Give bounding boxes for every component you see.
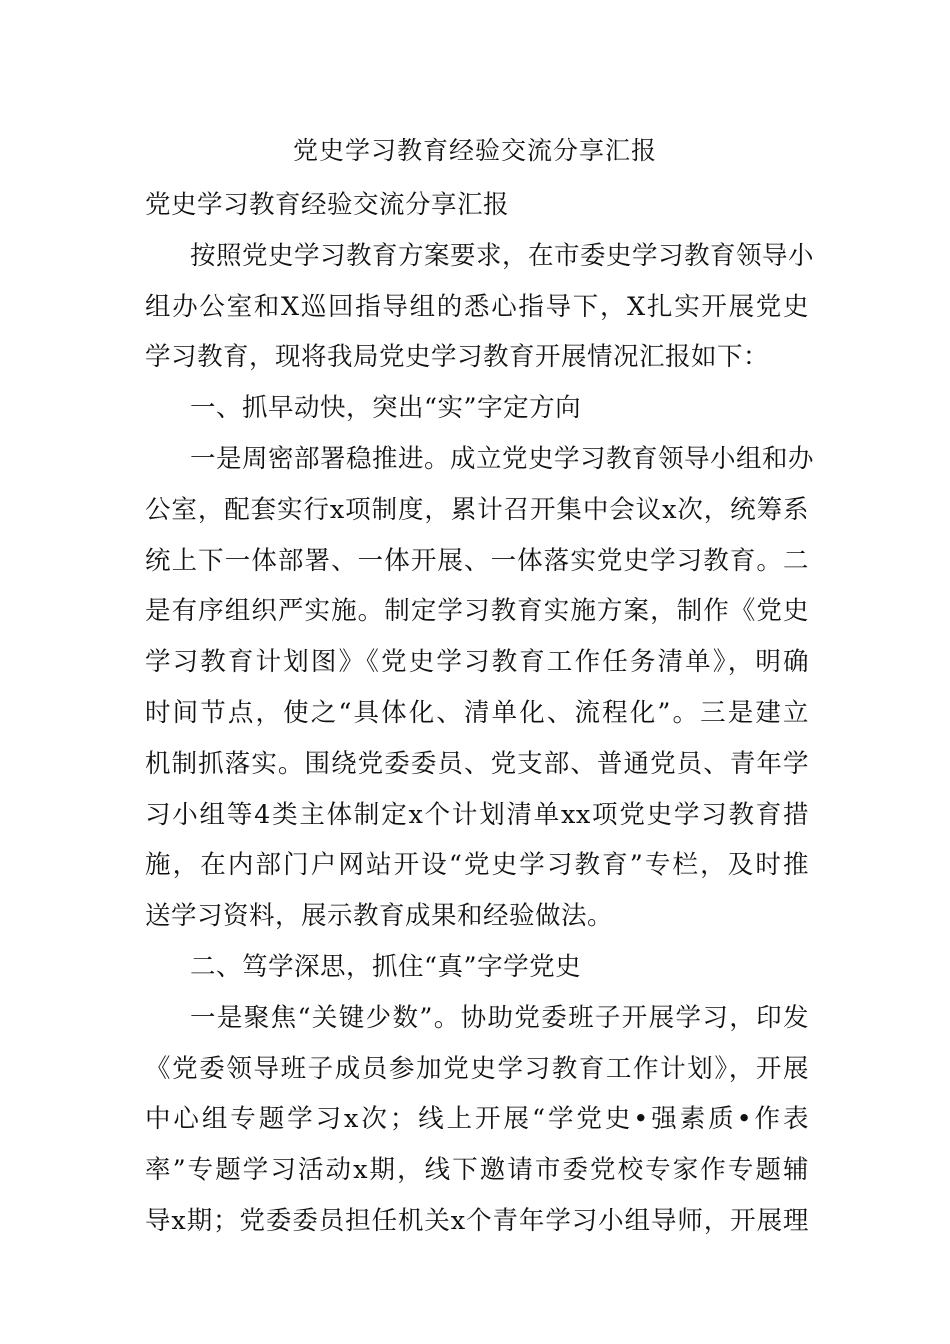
paragraph-line: 按照党史学习教育方案要求，在市委史学习教育领导小	[190, 240, 815, 271]
paragraph-line: 是有序组织严实施。制定学习教育实施方案，制作《党史	[145, 596, 809, 627]
document-body	[145, 180, 815, 1247]
paragraph-line: 统上下一体部署、一体开展、一体落实党史学习教育。二	[145, 545, 809, 576]
paragraph-line: 中心组专题学习x次；线上开展“学党史•强素质•作表	[145, 1104, 809, 1135]
paragraph-line: 机制抓落实。围绕党委委员、党支部、普通党员、青年学	[145, 748, 809, 779]
paragraph-line: 习小组等4类主体制定x个计划清单xx项党史学习教育措	[145, 799, 809, 830]
paragraph-line: 学习教育，现将我局党史学习教育开展情况汇报如下：	[145, 342, 770, 373]
paragraph-line: 组办公室和X巡回指导组的悉心指导下，X扎实开展党史	[145, 291, 809, 322]
paragraph-line: 时间节点，使之“具体化、清单化、流程化”。三是建立	[145, 697, 809, 728]
paragraph-line: 一是周密部署稳推进。成立党史学习教育领导小组和办	[190, 443, 815, 474]
section-heading: 二、笃学深思，抓住“真”字学党史	[190, 951, 582, 982]
section-heading: 一、抓早动快，突出“实”字定方向	[190, 393, 582, 424]
subtitle-line: 党史学习教育经验交流分享汇报	[145, 190, 510, 220]
paragraph-line: 率”专题学习活动x期，线下邀请市委党校专家作专题辅	[145, 1155, 809, 1186]
paragraph-line: 学习教育计划图》《党史学习教育工作任务清单》，明确	[145, 647, 809, 678]
document-title: 党史学习教育经验交流分享汇报	[292, 136, 657, 165]
paragraph-line: 送学习资料，展示教育成果和经验做法。	[145, 901, 614, 932]
paragraph-line: 导x期；党委委员担任机关x个青年学习小组导师，开展理	[145, 1205, 809, 1236]
paragraph-line: 公室，配套实行x项制度，累计召开集中会议x次，统筹系	[145, 494, 809, 525]
paragraph-line: 《党委领导班子成员参加党史学习教育工作计划》，开展	[145, 1053, 809, 1084]
paragraph-line: 一是聚焦“关键少数”。协助党委班子开展学习，印发	[190, 1002, 809, 1033]
paragraph-line: 施，在内部门户网站开设“党史学习教育”专栏，及时推	[145, 850, 809, 881]
